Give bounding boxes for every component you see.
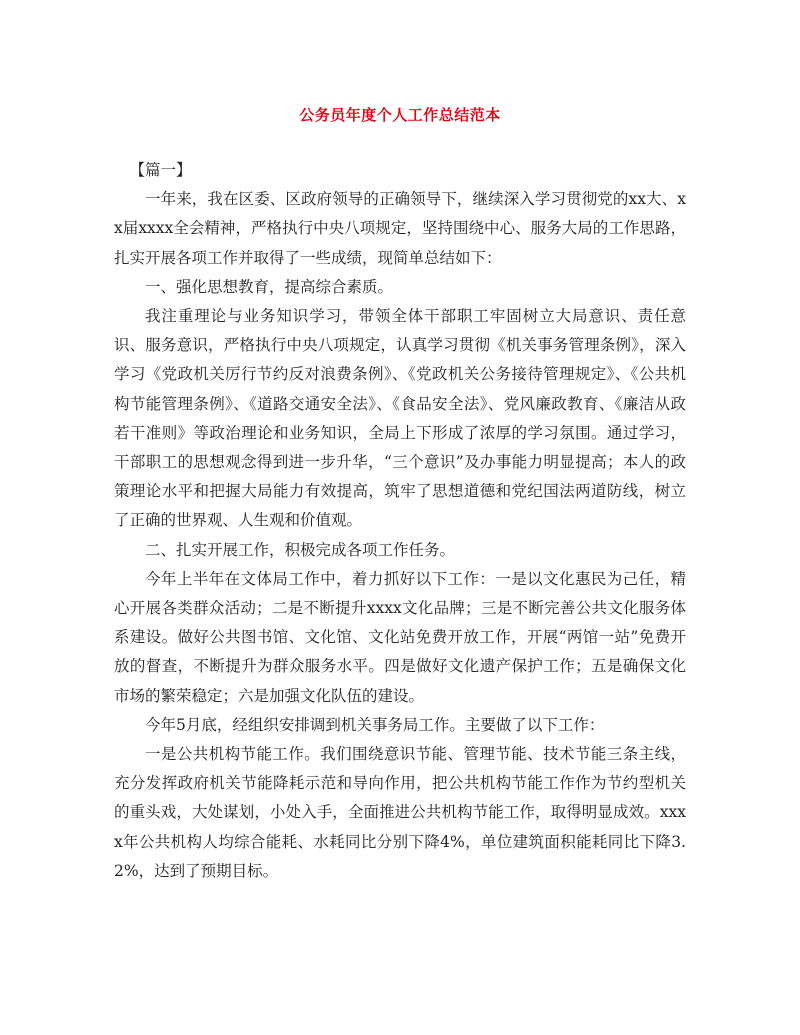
- paragraph-transfer: 今年5月底，经组织安排调到机关事务局工作。主要做了以下工作：: [145, 715, 605, 734]
- paragraph-study: 我注重理论与业务知识学习，带领全体干部职工牢固树立大局意识、责任意识、服务意识，严格执行中央八项规定，认真学习贯彻《机关事务管理条例》，深入学习《党政机关厉行节约反对浪费条例》、《党政机关公务接待管理规定》、《公共机构节能管理条例》、《道路交通安全法》、《食品安全法》、党风廉政教育、《廉洁从政若干准则》等政治理论和业务知识，全局上下形成了浓厚的学习氛围。通过学习，干部职工的思想观念得到进一步升华，“三个意识”及办事能力明显提高；本人的政策理论水平和把握大局能力有效提高，筑牢了思想道德和党纪国法两道防线，树立了正确的世界观、人生观和价值观。: [114, 307, 686, 530]
- section-label: 【篇一】: [129, 161, 192, 179]
- document-title: 公务员年度个人工作总结范本: [299, 106, 501, 124]
- heading-2: 二、扎实开展工作，积极完成各项工作任务。: [145, 540, 456, 559]
- heading-1: 一、强化思想教育，提高综合素质。: [145, 277, 394, 296]
- paragraph-energy-saving: 一是公共机构节能工作。我们围绕意识节能、管理节能、技术节能三条主线，充分发挥政府机关节能降耗示范和导向作用，把公共机构节能工作作为节约型机关的重头戏，大处谋划，小处入手，全面推进公共机构节能工作，取得明显成效。xxxx年公共机构人均综合能耗、水耗同比分别下降4%，单位建筑面积能耗同比下降3.2%，达到了预期目标。: [114, 745, 686, 880]
- paragraph-culture-work: 今年上半年在文体局工作中，着力抓好以下工作：一是以文化惠民为己任，精心开展各类群众活动；二是不断提升xxxx文化品牌；三是不断完善公共文化服务体系建设。做好公共图书馆、文化馆、文化站免费开放工作，开展“两馆一站”免费开放的督查，不断提升为群众服务水平。四是做好文化遗产保护工作；五是确保文化市场的繁荣稳定；六是加强文化队伍的建设。: [114, 569, 686, 705]
- document-body: [114, 156, 686, 886]
- paragraph-intro: 一年来，我在区委、区政府领导的正确领导下，继续深入学习贯彻党的xx大、xx届xxxx全会精神，严格执行中央八项规定，坚持围绕中心、服务大局的工作思路，扎实开展各项工作并取得了一些成绩，现简单总结如下：: [114, 190, 686, 267]
